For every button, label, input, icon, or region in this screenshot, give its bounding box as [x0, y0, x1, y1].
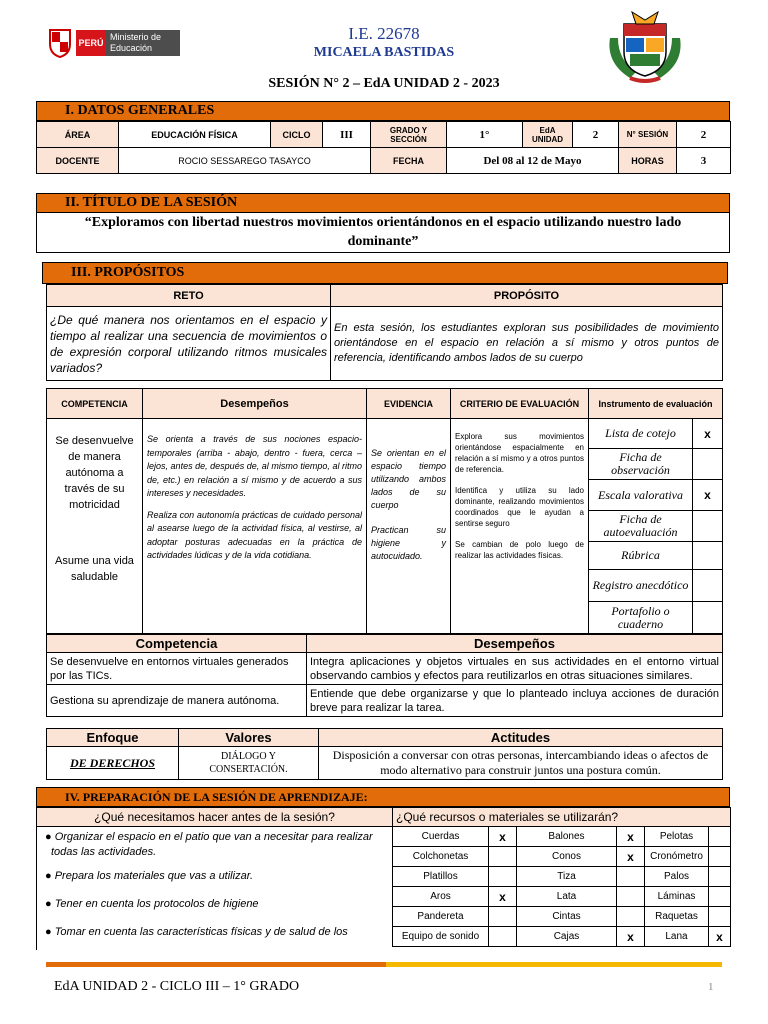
competencias-table [46, 388, 723, 634]
fecha-label: FECHA [371, 148, 447, 174]
page-number: 1 [708, 981, 714, 993]
grado-value: 1° [447, 122, 523, 148]
material-name: Cronómetro [645, 847, 709, 867]
h-instrumento: Instrumento de evaluación [589, 389, 723, 419]
material-mark: x [489, 827, 517, 847]
instrumento-name: Portafolio o cuaderno [589, 602, 693, 634]
criterio-3: Se cambian de polo luego de realizar las actividades físicas. [455, 540, 584, 560]
proposito-label: PROPÓSITO [331, 285, 723, 307]
preparacion-heading [36, 787, 730, 807]
school-crest-icon [604, 8, 686, 84]
horas-value: 3 [677, 148, 731, 174]
horas-label: HORAS [619, 148, 677, 174]
instrumento-mark [693, 602, 723, 634]
school-code: I.E. 22678 [348, 24, 420, 43]
propositos-heading [42, 262, 728, 284]
t-desempeno-1: Integra aplicaciones y objetos virtuales en sus actividades en el entorno virtual observando cambios y efectos para reutilizarlos en otras situaciones similares. [307, 653, 723, 685]
desempeno-2: Realiza con autonomía prácticas de cuidado personal al asearse luego de la actividad física, al vestirse, al adoptar posturas adecuadas en la práctica de actividades lúdicas y de la vida cotidiana. [147, 509, 362, 560]
datos-table [36, 121, 731, 174]
task-item: ● Tener en cuenta los protocolos de higiene [45, 898, 259, 910]
task-text: Tomar en cuenta las características físicas y de salud de los [54, 926, 348, 938]
session-title: SESIÓN N° 2 – EdA UNIDAD 2 - 2023 [268, 76, 500, 91]
valores-value: DIÁLOGO Y CONSERTACIÓN. [179, 747, 319, 780]
competencia-1: Se desenvuelve de manera autónoma a través de su motricidad [55, 435, 134, 511]
material-mark [489, 847, 517, 867]
material-mark: x [617, 847, 645, 867]
instrumento-name: Registro anecdótico [589, 570, 693, 602]
datos-heading-text: I. DATOS GENERALES [65, 103, 215, 118]
t-h-competencia: Competencia [47, 635, 307, 653]
material-mark [709, 827, 731, 847]
criterio-cell [451, 419, 589, 634]
ciclo-label: CICLO [271, 122, 323, 148]
material-name: Balones [517, 827, 617, 847]
instrumento-mark [693, 570, 723, 602]
t-desempeno-2: Entiende que debe organizarse y que lo planteado incluya acciones de duración breve para realizar la tarea. [307, 685, 723, 717]
materials-row [393, 867, 731, 887]
proposito-text: En esta sesión, los estudiantes exploran sus posibilidades de movimiento orientándose en el espacio en relación a sí mismo y otros puntos de referencia, identificando ambos lados de su cuerpo [331, 307, 723, 381]
instrumento-name: Rúbrica [589, 542, 693, 570]
enfoque-table [46, 728, 723, 780]
materials-row [393, 907, 731, 927]
footer-bar-right [386, 962, 722, 967]
propositos-table [46, 284, 723, 381]
instrumento-name: Escala valorativa [589, 480, 693, 511]
titulo-heading-text: II. TÍTULO DE LA SESIÓN [65, 195, 238, 210]
material-name: Aros [393, 887, 489, 907]
instrumento-name: Ficha de autoevaluación [589, 511, 693, 542]
propositos-heading-text: III. PROPÓSITOS [71, 265, 185, 280]
area-value: EDUCACIÓN FÍSICA [119, 122, 271, 148]
material-name: Colchonetas [393, 847, 489, 867]
competencia-2: Asume una vida saludable [55, 555, 134, 583]
material-mark [617, 887, 645, 907]
task-item: ● Prepara los materiales que vas a utilizar. [45, 870, 253, 882]
evidencia-2: Practican su higiene y autocuidado. [371, 525, 446, 561]
h-enfoque: Enfoque [47, 729, 179, 747]
area-label: ÁREA [37, 122, 119, 148]
desempenos-cell [143, 419, 367, 634]
material-name: Raquetas [645, 907, 709, 927]
nsesion-value: 2 [677, 122, 731, 148]
docente-label: DOCENTE [37, 148, 119, 174]
enfoque-value: DE DERECHOS [47, 747, 179, 780]
transversales-table [46, 634, 723, 717]
material-name: Pelotas [645, 827, 709, 847]
material-mark [709, 907, 731, 927]
tasks-list [36, 826, 392, 950]
materials-table [392, 826, 731, 947]
materials-row [393, 847, 731, 867]
material-name: Platillos [393, 867, 489, 887]
desempeno-1: Se orienta a través de sus nociones espacio-temporales (arriba - abajo, dentro - fuera, cerca – lejos, antes de, después de, al mismo tiempo, al ritmo de, etc.) en relación a sí mismo y de acuerdo a sus intereses y necesidades. [147, 434, 362, 498]
footer-text: EdA UNIDAD 2 - CICLO III – 1° GRADO [54, 979, 300, 994]
material-name: Cuerdas [393, 827, 489, 847]
instrumento-mark [693, 449, 723, 480]
material-mark [709, 887, 731, 907]
eda-label: EdA UNIDAD [523, 122, 573, 148]
task-text: Organizar el espacio en el patio que van a necesitar para realizar todas las actividades. [51, 831, 373, 858]
material-mark: x [489, 887, 517, 907]
instrumento-mark: x [693, 419, 723, 449]
material-name: Pandereta [393, 907, 489, 927]
materials-row [393, 887, 731, 907]
material-name: Lata [517, 887, 617, 907]
school-name: MICAELA BASTIDAS [313, 45, 455, 60]
instrumento-name: Ficha de observación [589, 449, 693, 480]
h-valores: Valores [179, 729, 319, 747]
material-mark [489, 927, 517, 947]
material-mark [617, 907, 645, 927]
fecha-value: Del 08 al 12 de Mayo [447, 148, 619, 174]
instrumento-name: Lista de cotejo [589, 419, 693, 449]
material-name: Lana [645, 927, 709, 947]
instrumento-mark [693, 511, 723, 542]
instrumento-mark: x [693, 480, 723, 511]
preparacion-header-table [36, 807, 731, 827]
material-name: Láminas [645, 887, 709, 907]
h-criterio: CRITERIO DE EVALUACIÓN [451, 389, 589, 419]
material-mark: x [617, 827, 645, 847]
material-name: Cajas [517, 927, 617, 947]
material-name: Cintas [517, 907, 617, 927]
materials-row [393, 827, 731, 847]
preparacion-q2: ¿Qué recursos o materiales se utilizarán? [393, 808, 731, 827]
material-mark [489, 867, 517, 887]
datos-heading [36, 101, 730, 121]
titulo-text: “Exploramos con libertad nuestros movimientos orientándonos en el espacio utilizando nuestro lado dominante” [36, 213, 730, 253]
t-h-desempenos: Desempeños [307, 635, 723, 653]
preparacion-q1: ¿Qué necesitamos hacer antes de la sesión? [37, 808, 393, 827]
material-name: Equipo de sonido [393, 927, 489, 947]
task-item: ● Tomar en cuenta las características físicas y de salud de los [45, 926, 348, 938]
evidencia-cell [367, 419, 451, 634]
h-evidencia: EVIDENCIA [367, 389, 451, 419]
reto-text: ¿De qué manera nos orientamos en el espacio y tiempo al realizar una secuencia de movimientos o de expresión corporal utilizando ritmos musicales variados? [47, 307, 331, 381]
h-competencia: COMPETENCIA [47, 389, 143, 419]
material-mark [617, 867, 645, 887]
h-actitudes: Actitudes [319, 729, 723, 747]
instrumento-mark [693, 542, 723, 570]
material-mark: x [617, 927, 645, 947]
h-desempenos: Desempeños [143, 389, 367, 419]
criterio-1: Explora sus movimientos orientándose espacialmente en relación a sí mismo y a otros puntos de referencia. [455, 432, 584, 474]
ciclo-value: III [323, 122, 371, 148]
evidencia-1: Se orientan en el espacio tiempo utilizando ambos lados de su cuerpo [371, 448, 446, 510]
material-name: Tiza [517, 867, 617, 887]
material-mark [709, 867, 731, 887]
materials-row [393, 927, 731, 947]
footer-bar-left [46, 962, 386, 967]
task-text: Prepara los materiales que vas a utilizar. [54, 870, 253, 882]
docente-value: ROCIO SESSAREGO TASAYCO [119, 148, 371, 174]
eda-value: 2 [573, 122, 619, 148]
t-competencia-2: Gestiona su aprendizaje de manera autónoma. [47, 685, 307, 717]
material-mark [709, 847, 731, 867]
task-item: ● Organizar el espacio en el patio que van a necesitar para realizar todas las actividades. [45, 831, 373, 858]
criterio-2: Identifica y utiliza su lado dominante, realizando movimientos coordinados que le ayudan a sentirse seguro [455, 486, 584, 528]
material-mark [489, 907, 517, 927]
logo-peru-text: PERÚ [78, 38, 104, 48]
nsesion-label: N° SESIÓN [619, 122, 677, 148]
grado-label: GRADO Y SECCIÓN [371, 122, 447, 148]
material-name: Palos [645, 867, 709, 887]
actitudes-value: Disposición a conversar con otras personas, intercambiando ideas o afectos de modo alternativo para construir juntos una postura común. [319, 747, 723, 780]
titulo-heading [36, 193, 730, 213]
competencia-cell [47, 419, 143, 634]
preparacion-heading-text: IV. PREPARACIÓN DE LA SESIÓN DE APRENDIZAJE: [65, 790, 368, 804]
reto-label: RETO [47, 285, 331, 307]
material-name: Conos [517, 847, 617, 867]
t-competencia-1: Se desenvuelve en entornos virtuales generados por las TICs. [47, 653, 307, 685]
material-mark: x [709, 927, 731, 947]
logo-ministry-text: Ministerio de Educación [106, 30, 180, 56]
task-text: Tener en cuenta los protocolos de higiene [54, 898, 259, 910]
